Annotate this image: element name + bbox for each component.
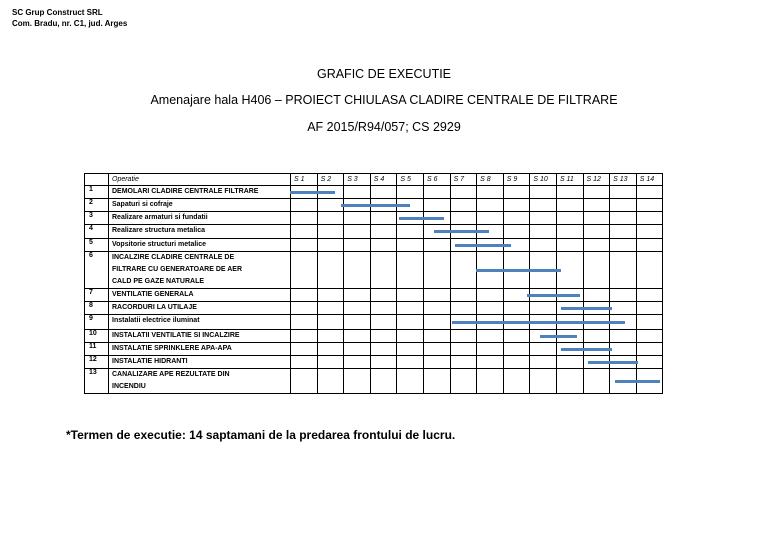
- gantt-bar-task-10: [540, 335, 577, 338]
- week-cell: [477, 343, 504, 356]
- row-number: 7: [85, 289, 109, 302]
- row-number: 2: [85, 199, 109, 212]
- table-row: [85, 225, 663, 239]
- week-cell: [583, 369, 610, 394]
- week-cell: [636, 289, 663, 302]
- week-cell: [450, 330, 477, 343]
- week-cell: [397, 302, 424, 315]
- operation-line: INCALZIRE CLADIRE CENTRALE DE: [112, 254, 235, 261]
- operation-line: Realizare armaturi si fundatii: [112, 214, 208, 221]
- gantt-bar-task-13: [615, 380, 661, 383]
- week-cell: [317, 252, 344, 289]
- gantt-bar-task-6: [476, 269, 561, 272]
- week-cell: [610, 302, 637, 315]
- week-cell: [450, 186, 477, 199]
- operation-name: [109, 369, 291, 394]
- week-cell: [636, 239, 663, 252]
- week-cell: [291, 330, 318, 343]
- row-number: 11: [85, 343, 109, 356]
- week-cell: [317, 330, 344, 343]
- operation-line: Instalatii electrice iluminat: [112, 317, 200, 324]
- week-cell: [344, 330, 371, 343]
- gantt-bar-task-5: [455, 244, 511, 247]
- week-cell: [397, 369, 424, 394]
- row-number: 1: [85, 186, 109, 199]
- week-cell: [450, 369, 477, 394]
- row-number: 6: [85, 252, 109, 289]
- operation-name: [109, 212, 291, 225]
- week-cell: [556, 225, 583, 239]
- table-row: [85, 356, 663, 369]
- row-number: 9: [85, 315, 109, 330]
- week-cell: [450, 302, 477, 315]
- operation-name: [109, 302, 291, 315]
- week-cell: [370, 369, 397, 394]
- week-cell: [583, 225, 610, 239]
- week-header-3: S 3: [344, 174, 371, 186]
- operation-line: VENTILATIE GENERALA: [112, 291, 194, 298]
- table-row: [85, 252, 663, 289]
- week-cell: [610, 343, 637, 356]
- week-cell: [397, 315, 424, 330]
- gantt-bar-task-12: [588, 361, 639, 364]
- week-cell: [530, 302, 557, 315]
- week-cell: [477, 302, 504, 315]
- week-cell: [583, 212, 610, 225]
- table-row: [85, 369, 663, 394]
- week-cell: [317, 343, 344, 356]
- week-cell: [317, 369, 344, 394]
- week-cell: [583, 239, 610, 252]
- operation-name: [109, 356, 291, 369]
- week-cell: [397, 252, 424, 289]
- week-cell: [317, 302, 344, 315]
- week-cell: [610, 199, 637, 212]
- week-cell: [291, 343, 318, 356]
- week-cell: [503, 225, 530, 239]
- operation-name: [109, 186, 291, 199]
- week-cell: [397, 225, 424, 239]
- week-cell: [370, 252, 397, 289]
- week-cell: [423, 239, 450, 252]
- week-cell: [423, 199, 450, 212]
- week-cell: [636, 252, 663, 289]
- week-cell: [291, 369, 318, 394]
- week-cell: [636, 212, 663, 225]
- week-cell: [370, 302, 397, 315]
- week-cell: [291, 199, 318, 212]
- operation-name: [109, 330, 291, 343]
- week-cell: [370, 289, 397, 302]
- row-number: 4: [85, 225, 109, 239]
- week-cell: [636, 330, 663, 343]
- week-cell: [450, 212, 477, 225]
- row-number: 10: [85, 330, 109, 343]
- operation-name: [109, 199, 291, 212]
- week-cell: [423, 343, 450, 356]
- week-cell: [556, 199, 583, 212]
- week-cell: [317, 315, 344, 330]
- week-cell: [530, 225, 557, 239]
- week-cell: [530, 186, 557, 199]
- week-cell: [636, 199, 663, 212]
- week-cell: [344, 252, 371, 289]
- week-cell: [370, 239, 397, 252]
- week-cell: [636, 356, 663, 369]
- document-reference: AF 2015/R94/057; CS 2929: [307, 120, 461, 134]
- week-cell: [291, 239, 318, 252]
- week-cell: [344, 315, 371, 330]
- operation-name: [109, 343, 291, 356]
- operation-name: [109, 239, 291, 252]
- document-subtitle: Amenajare hala H406 – PROIECT CHIULASA CLADIRE CENTRALE DE FILTRARE: [150, 93, 618, 107]
- row-number: 13: [85, 369, 109, 394]
- operation-name: [109, 252, 291, 289]
- operation-line: INSTALATIE HIDRANTI: [112, 358, 188, 365]
- week-cell: [423, 315, 450, 330]
- week-cell: [477, 356, 504, 369]
- week-cell: [344, 302, 371, 315]
- week-cell: [397, 330, 424, 343]
- operation-name: [109, 225, 291, 239]
- week-header-12: S 12: [583, 174, 610, 186]
- week-header-14: S 14: [636, 174, 663, 186]
- week-cell: [291, 252, 318, 289]
- row-number: 5: [85, 239, 109, 252]
- operation-line: CALD PE GAZE NATURALE: [112, 278, 205, 285]
- gantt-bar-task-1: [290, 191, 335, 194]
- week-cell: [583, 186, 610, 199]
- week-cell: [370, 225, 397, 239]
- operation-line: Realizare structura metalica: [112, 227, 205, 234]
- week-header-13: S 13: [610, 174, 637, 186]
- week-cell: [291, 356, 318, 369]
- week-cell: [636, 186, 663, 199]
- week-cell: [397, 186, 424, 199]
- week-cell: [344, 369, 371, 394]
- document-title: GRAFIC DE EXECUTIE: [316, 67, 452, 81]
- week-cell: [610, 252, 637, 289]
- operation-header: Operatie: [109, 174, 291, 186]
- week-cell: [583, 289, 610, 302]
- week-cell: [397, 343, 424, 356]
- week-cell: [503, 302, 530, 315]
- week-cell: [344, 225, 371, 239]
- week-cell: [610, 212, 637, 225]
- gantt-bar-task-3: [399, 217, 444, 220]
- operation-line: FILTRARE CU GENERATOARE DE AER: [112, 266, 243, 273]
- week-cell: [503, 212, 530, 225]
- week-cell: [636, 225, 663, 239]
- table-header-row: [85, 174, 663, 186]
- operation-name: [109, 289, 291, 302]
- week-cell: [530, 199, 557, 212]
- week-cell: [344, 343, 371, 356]
- week-cell: [556, 369, 583, 394]
- week-cell: [317, 356, 344, 369]
- operation-line: RACORDURI LA UTILAJE: [112, 304, 197, 311]
- week-cell: [503, 330, 530, 343]
- week-cell: [370, 212, 397, 225]
- week-cell: [370, 330, 397, 343]
- operation-line: DEMOLARI CLADIRE CENTRALE FILTRARE: [112, 188, 259, 195]
- week-cell: [583, 252, 610, 289]
- week-cell: [636, 315, 663, 330]
- week-cell: [477, 186, 504, 199]
- week-cell: [477, 369, 504, 394]
- week-cell: [423, 369, 450, 394]
- company-name: SC Grup Construct SRL: [12, 8, 103, 17]
- week-header-7: S 7: [450, 174, 477, 186]
- week-header-11: S 11: [556, 174, 583, 186]
- execution-term-note: *Termen de executie: 14 saptamani de la predarea frontului de lucru.: [66, 428, 456, 442]
- gantt-bar-task-7: [527, 294, 580, 297]
- operation-line: INSTALATIE SPRINKLERE APA-APA: [112, 345, 232, 352]
- row-number: 8: [85, 302, 109, 315]
- week-cell: [450, 252, 477, 289]
- week-cell: [291, 212, 318, 225]
- table-row: [85, 239, 663, 252]
- week-cell: [530, 239, 557, 252]
- week-cell: [450, 199, 477, 212]
- week-cell: [344, 186, 371, 199]
- week-cell: [344, 356, 371, 369]
- week-header-10: S 10: [530, 174, 557, 186]
- week-cell: [530, 343, 557, 356]
- gantt-bar-task-2: [341, 204, 410, 207]
- row-number: 12: [85, 356, 109, 369]
- week-cell: [610, 186, 637, 199]
- operation-line: Sapaturi si cofraje: [112, 201, 173, 208]
- week-cell: [450, 356, 477, 369]
- week-cell: [370, 315, 397, 330]
- week-cell: [317, 239, 344, 252]
- gantt-bar-task-11: [561, 348, 612, 351]
- week-cell: [291, 225, 318, 239]
- week-cell: [530, 356, 557, 369]
- week-cell: [397, 239, 424, 252]
- week-cell: [291, 302, 318, 315]
- week-cell: [477, 289, 504, 302]
- week-cell: [423, 302, 450, 315]
- week-header-2: S 2: [317, 174, 344, 186]
- week-header-9: S 9: [503, 174, 530, 186]
- week-cell: [610, 225, 637, 239]
- row-number: 3: [85, 212, 109, 225]
- operation-line: INSTALATII VENTILATIE SI INCALZIRE: [112, 332, 240, 339]
- operation-name: [109, 315, 291, 330]
- week-cell: [423, 356, 450, 369]
- week-cell: [583, 199, 610, 212]
- week-cell: [556, 356, 583, 369]
- week-cell: [370, 186, 397, 199]
- week-cell: [556, 212, 583, 225]
- operation-line: INCENDIU: [112, 383, 146, 390]
- week-cell: [423, 252, 450, 289]
- operation-line: Vopsitorie structuri metalice: [112, 241, 207, 248]
- gantt-bar-task-4: [434, 230, 490, 233]
- week-cell: [503, 343, 530, 356]
- table-row: [85, 212, 663, 225]
- week-cell: [423, 186, 450, 199]
- week-header-5: S 5: [397, 174, 424, 186]
- week-cell: [291, 289, 318, 302]
- week-cell: [423, 289, 450, 302]
- week-header-1: S 1: [291, 174, 318, 186]
- week-cell: [317, 289, 344, 302]
- week-cell: [556, 239, 583, 252]
- week-header-8: S 8: [477, 174, 504, 186]
- num-header-cell: [85, 174, 109, 186]
- week-cell: [583, 330, 610, 343]
- week-cell: [636, 343, 663, 356]
- week-cell: [344, 289, 371, 302]
- week-cell: [370, 343, 397, 356]
- week-cell: [610, 289, 637, 302]
- week-cell: [636, 302, 663, 315]
- week-cell: [503, 199, 530, 212]
- week-cell: [477, 330, 504, 343]
- week-cell: [450, 343, 477, 356]
- week-cell: [530, 212, 557, 225]
- week-cell: [291, 315, 318, 330]
- week-cell: [477, 212, 504, 225]
- week-cell: [503, 186, 530, 199]
- gantt-bar-task-9: [452, 321, 625, 324]
- table-row: [85, 186, 663, 199]
- week-cell: [530, 369, 557, 394]
- week-cell: [397, 356, 424, 369]
- company-address: Com. Bradu, nr. C1, jud. Arges: [12, 19, 128, 28]
- week-cell: [344, 239, 371, 252]
- week-cell: [317, 225, 344, 239]
- week-cell: [610, 239, 637, 252]
- week-cell: [503, 356, 530, 369]
- week-cell: [344, 212, 371, 225]
- gantt-bar-task-8: [561, 307, 612, 310]
- week-cell: [397, 289, 424, 302]
- week-cell: [450, 289, 477, 302]
- week-cell: [423, 330, 450, 343]
- operation-line: CANALIZARE APE REZULTATE DIN: [112, 371, 230, 378]
- week-cell: [503, 369, 530, 394]
- week-cell: [370, 356, 397, 369]
- week-cell: [317, 212, 344, 225]
- week-cell: [610, 330, 637, 343]
- week-cell: [477, 199, 504, 212]
- week-cell: [556, 186, 583, 199]
- week-header-4: S 4: [370, 174, 397, 186]
- week-header-6: S 6: [423, 174, 450, 186]
